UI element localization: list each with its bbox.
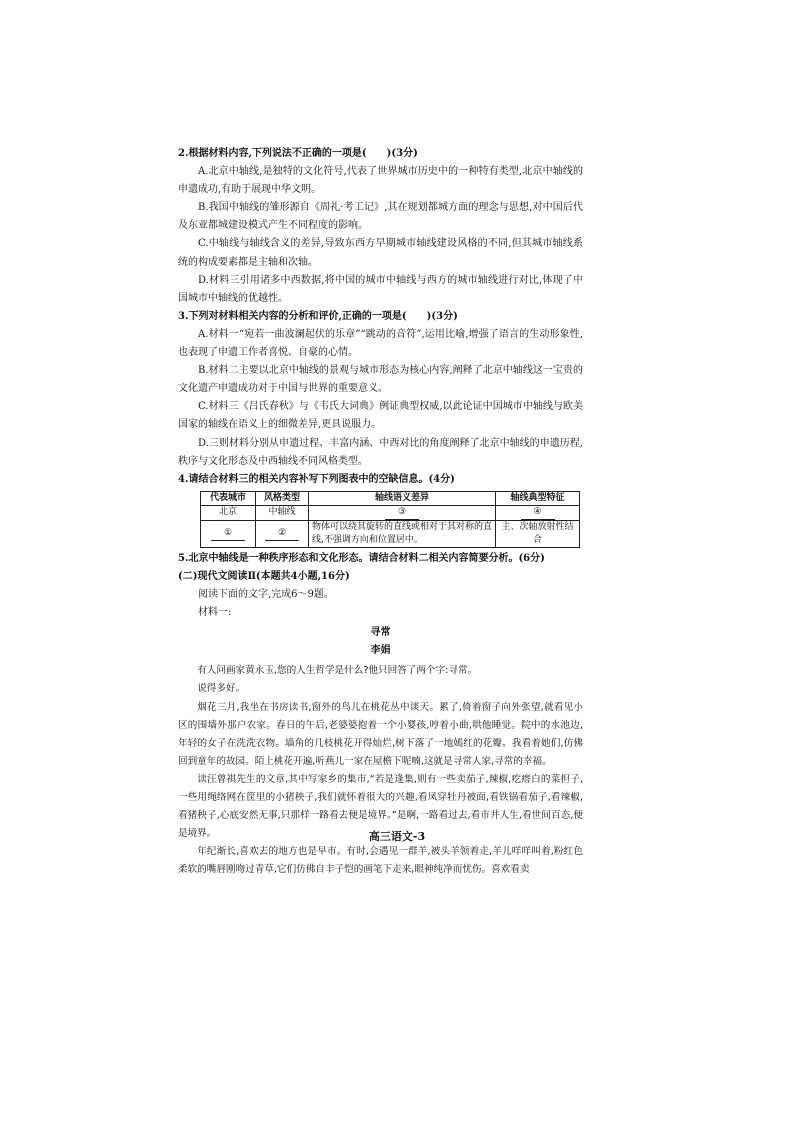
- q2-option-b: B.我国中轴线的雏形源自《周礼·考工记》,其在规划都城方面的理念与思想,对中国后代及东亚都城建设模式产生不同程度的影响。: [178, 202, 583, 232]
- q4-stem: 4.请结合材料三的相关内容补写下列图表中的空缺信息。(4分): [178, 473, 455, 485]
- page-footer: 高三语文-3: [368, 830, 426, 843]
- q2-option-d: D.材料三引用诸多中西数据,将中国的城市中轴线与西方的城市轴线进行对比,体现了中国城市中轴线的优越性。: [178, 274, 583, 304]
- q2-stem: 2.根据材料内容,下列说法不正确的一项是( )(3分): [178, 148, 418, 159]
- essay-paragraph: 烟花三月,我坐在书房读书,窗外的鸟儿在桃花丛中谈天。累了,倚着窗子向外张望,就看见小区的围墙外那户农家。春日的午后,老婆婆抱着一个小婴孩,哼着小曲,哄他睡觉。院中的水池边,年轻的女子在洗洗衣物。墙角的几枝桃花开得灿烂,树下落了一地嫣红的花瓣。我看着她们,仿佛回到童年的故园。陌上桃花开遍,听燕儿一家在屋檐下呢喃,这就是寻常人家,寻常的幸福。: [178, 701, 583, 767]
- blank-3: ③: [385, 506, 419, 520]
- cell-semantic-2: 物体可以绕其旋转的直线或相对于其对称的直线,不强调方向和位置居中。: [309, 520, 496, 547]
- table-row: [201, 505, 580, 520]
- blank-2: ②: [265, 527, 299, 541]
- q4-table: [200, 491, 580, 548]
- header-city: 代表城市: [201, 491, 256, 505]
- table-header-row: [201, 491, 580, 505]
- q3-option-c: C.材料三《吕氏春秋》与《韦氏大词典》例证典型权威,以此论证中国城市中轴线与欧美国家的轴线在语义上的细微差异,更具说服力。: [178, 401, 583, 431]
- material-label: 材料一:: [198, 607, 232, 619]
- cell-feature-2: 主、次轴放射性结合: [496, 520, 580, 547]
- reading-instruction: 阅读下面的文字,完成6～9题。: [198, 588, 334, 600]
- questions-column: [178, 145, 583, 879]
- essay-title: 寻常: [370, 627, 391, 639]
- q3-option-b: B.材料二主要以北京中轴线的景观与城市形态为核心内容,阐释了北京中轴线这一宝贵的文化遗产申遗成功对于中国与世界的重要意义。: [178, 365, 583, 395]
- cell-feature-1: [496, 505, 580, 520]
- essay-body: [178, 662, 583, 879]
- q2-option-a: A.北京中轴线,是独特的文化符号,代表了世界城市历史中的一种特有类型,北京中轴线的申遗成功,有助于展现中华文明。: [178, 166, 583, 196]
- essay-paragraph: 有人问画家黄永玉,您的人生哲学是什么?他只回答了两个字:寻常。: [197, 665, 478, 677]
- essay-paragraph: 读汪曾祺先生的文章,其中写家乡的集市,“若是逢集,则有一些卖茄子,辣椒,疙瘩白的菜担子,一些用绳络网在筐里的小猪秧子,我们就怀着很大的兴趣,看凤穿牡丹被面,看铁锅看茄子,看辣椒,看猪秧子,心底安然无事,只那样一路看去便是境界。”是啊,一路看过去,看市井人生,看世间百态,便是境界。: [178, 773, 583, 840]
- header-feature: 轴线典型特征: [496, 491, 580, 505]
- section-heading: (二)现代文阅读Ⅱ(本题共4小题,16分): [178, 570, 350, 582]
- q2-option-c: C.中轴线与轴线含义的差异,导致东西方早期城市轴线建设风格的不同,但其城市轴线系统的构成要素都是主轴和次轴。: [178, 238, 583, 268]
- cell-style-1: 中轴线: [256, 505, 309, 520]
- cell-semantic-1: [309, 505, 496, 520]
- cell-style-2: [256, 520, 309, 547]
- q3-option-d: D.三则材料分别从申遗过程、丰富内涵、中西对比的角度阐释了北京中轴线的申遗历程,秩序与文化形态及中西轴线不同风格类型。: [178, 437, 583, 467]
- table-row: [201, 520, 580, 547]
- q5-stem: 5.北京中轴线是一种秩序形态和文化形态。请结合材料二相关内容简要分析。(6分): [178, 552, 545, 564]
- header-style: 风格类型: [256, 491, 309, 505]
- essay-paragraph: 年纪渐长,喜欢去的地方也是早市。有时,会遇见一群羊,被头羊领着走,羊儿咩咩叫着,粉红色柔软的嘴唇刚吻过青草,它们仿佛自丰子恺的画笔下走来,眼神纯净而忧伤。喜欢看卖: [178, 846, 583, 876]
- essay-paragraph: 说得多好。: [197, 683, 246, 695]
- cell-city-2: [201, 520, 256, 547]
- header-semantic: 轴线语义差异: [309, 491, 496, 505]
- cell-city-1: 北京: [201, 505, 256, 520]
- essay-author: 李娟: [370, 645, 391, 657]
- blank-4: ④: [521, 506, 555, 520]
- blank-1: ①: [211, 527, 245, 541]
- q3-stem: 3.下列对材料相关内容的分析和评价,正确的一项是( )(3分): [178, 310, 458, 322]
- q3-option-a: A.材料一“宛若一曲波澜起伏的乐章”“跳动的音符”,运用比喻,增强了语言的生动形象性,也表现了申遗工作者喜悦、自豪的心情。: [178, 328, 583, 359]
